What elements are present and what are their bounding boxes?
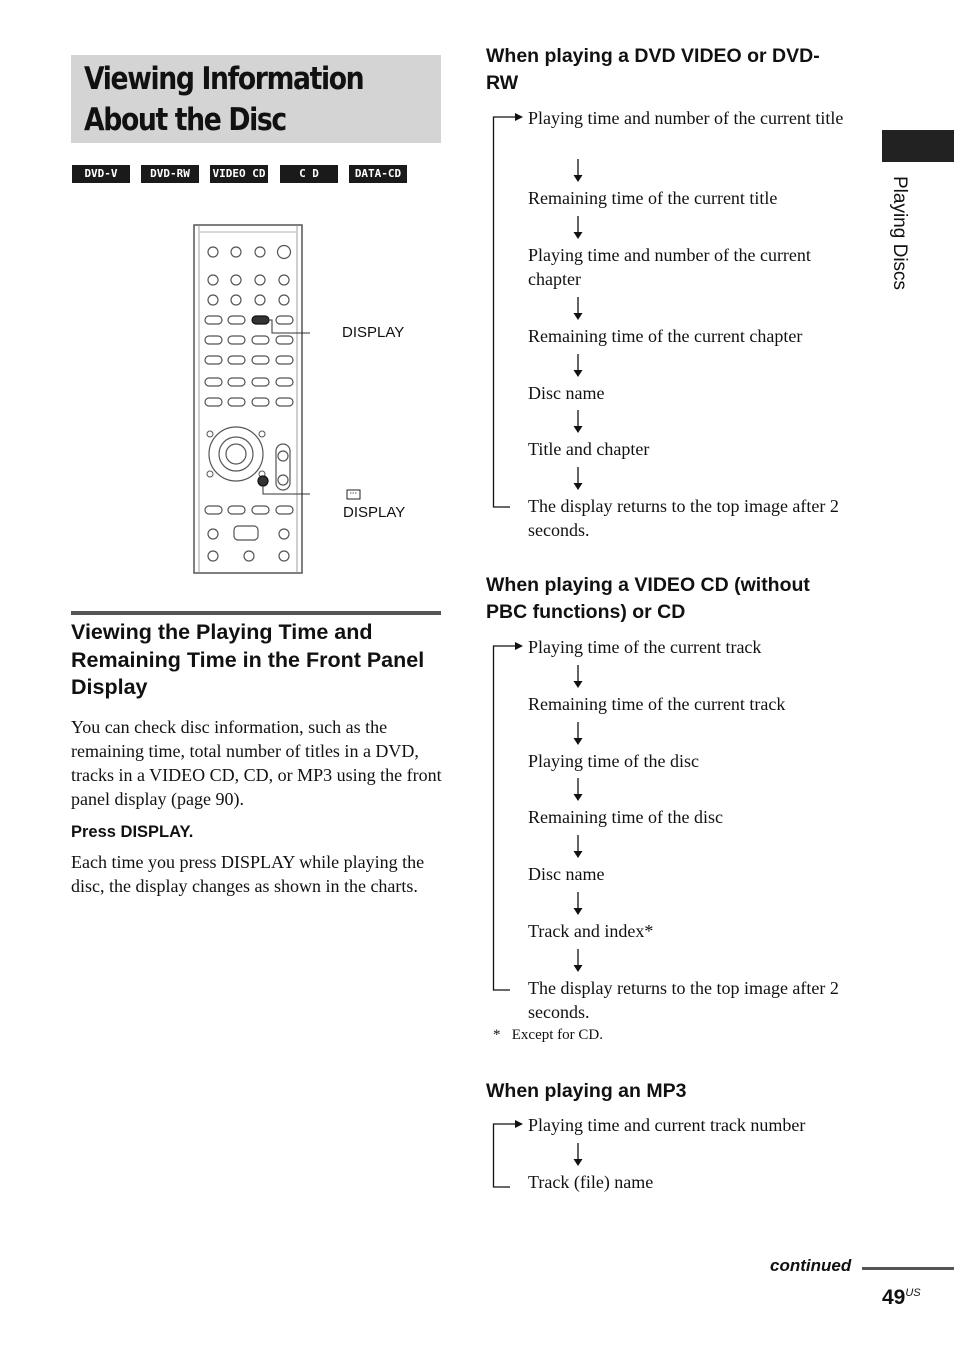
dvd-step-3: Playing time and number of the current chapter	[528, 245, 811, 289]
vcd-step-7: The display returns to the top image after 2 seconds.	[528, 978, 839, 1022]
vcd-step-5: Disc name	[528, 864, 605, 884]
dvd-step-6: Title and chapter	[528, 439, 650, 459]
dvd-step-1: Playing time and number of the current title	[528, 108, 844, 128]
continued-rule	[862, 1267, 954, 1270]
down-arrow-icon	[572, 158, 584, 182]
down-arrow-icon	[572, 1142, 584, 1166]
continued-label: continued	[770, 1256, 852, 1275]
display-label-2: DISPLAY	[343, 504, 406, 521]
mp3-step-2: Track (file) name	[528, 1172, 654, 1192]
badge-video-cd: VIDEO CD	[210, 165, 268, 183]
page-title: Viewing Information About the Disc	[84, 61, 364, 138]
vcd-step-6: Track and index*	[528, 921, 654, 941]
down-arrow-icon	[572, 891, 584, 915]
dvd-loop-arrow	[490, 110, 524, 510]
section-intro: You can check disc information, such as the remaining time, total number of titles in a DVD, tracks in a VIDEO CD, CD, or MP3 using the front panel display (page 90).	[71, 717, 442, 809]
vcd-footnote: * Except for CD.	[493, 1027, 603, 1043]
dvd-step-4: Remaining time of the current chapter	[528, 326, 803, 346]
badge-dvd-v: DVD-V	[72, 165, 130, 183]
down-arrow-icon	[572, 664, 584, 688]
side-tab-marker	[882, 130, 954, 162]
vcd-step-3: Playing time of the disc	[528, 751, 699, 771]
press-display-instruction: Press DISPLAY.	[71, 823, 194, 841]
badge-cd: C D	[280, 165, 338, 183]
badge-data-cd: DATA-CD	[349, 165, 407, 183]
page-suffix: US	[905, 1287, 921, 1299]
down-arrow-icon	[572, 721, 584, 745]
display-screen-icon	[346, 489, 362, 501]
down-arrow-icon	[572, 215, 584, 239]
remote-control-illustration	[190, 222, 310, 574]
display-label-1: DISPLAY	[342, 324, 405, 341]
badge-dvd-rw: DVD-RW	[141, 165, 199, 183]
section-heading: Viewing the Playing Time and Remaining Time in the Front Panel Display	[71, 620, 425, 699]
section-description: Each time you press DISPLAY while playing the disc, the display changes as shown in the charts.	[71, 852, 425, 896]
down-arrow-icon	[572, 834, 584, 858]
down-arrow-icon	[572, 353, 584, 377]
down-arrow-icon	[572, 409, 584, 433]
page-number	[882, 1286, 921, 1310]
down-arrow-icon	[572, 296, 584, 320]
mp3-heading: When playing an MP3	[486, 1080, 687, 1102]
vcd-loop-arrow	[490, 640, 524, 992]
dvd-step-5: Disc name	[528, 383, 605, 403]
vcd-step-2: Remaining time of the current track	[528, 694, 786, 714]
vcd-step-4: Remaining time of the disc	[528, 807, 723, 827]
page-title-box	[71, 55, 441, 143]
dvd-heading: When playing a DVD VIDEO or DVD-RW	[486, 45, 820, 94]
side-tab-label	[880, 176, 920, 316]
mp3-step-1: Playing time and current track number	[528, 1115, 806, 1135]
vcd-step-1: Playing time of the current track	[528, 637, 762, 657]
side-tab-text: Playing Discs	[889, 176, 910, 291]
mp3-loop-arrow	[490, 1118, 524, 1190]
dvd-step-7: The display returns to the top image after 2 seconds.	[528, 496, 839, 540]
down-arrow-icon	[572, 777, 584, 801]
down-arrow-icon	[572, 466, 584, 490]
vcd-heading: When playing a VIDEO CD (without PBC functions) or CD	[486, 574, 810, 623]
section-rule	[71, 611, 441, 615]
down-arrow-icon	[572, 948, 584, 972]
dvd-step-2: Remaining time of the current title	[528, 188, 778, 208]
page-number-value: 49	[882, 1286, 906, 1309]
